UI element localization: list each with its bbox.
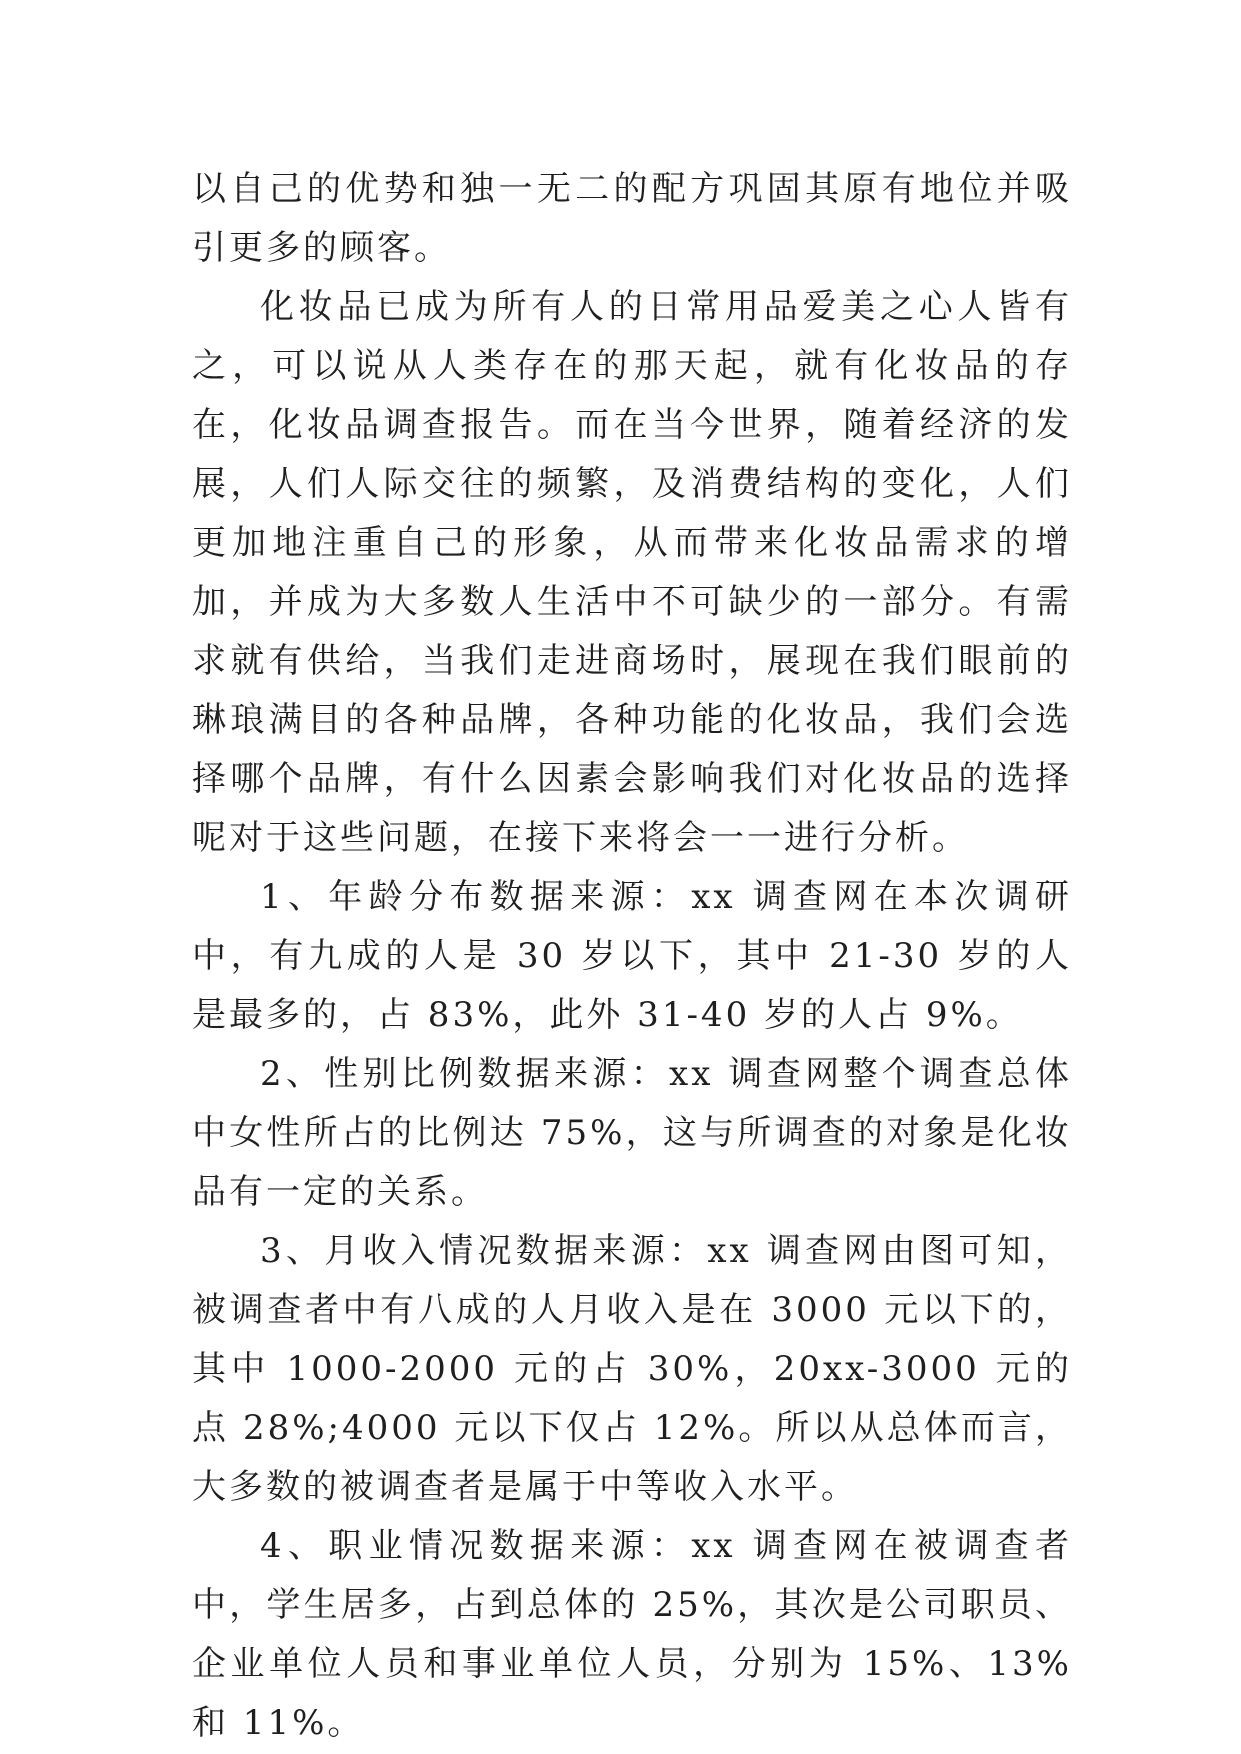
paragraph-continuation: 以自己的优势和独一无二的配方巩固其原有地位并吸引更多的顾客。 (192, 169, 1072, 268)
document-body (192, 160, 1072, 1753)
paragraph-age-distribution: 1、年龄分布数据来源：xx 调查网在本次调研中，有九成的人是 30 岁以下，其中 21-30 岁的人是最多的，占 83%，此外 31-40 岁的人占 9%。 (192, 877, 1072, 1035)
paragraph-monthly-income: 3、月收入情况数据来源：xx 调查网由图可知，被调查者中有八成的人月收入是在 3000 元以下的，其中 1000-2000 元的占 30%，20xx-3000 元的点 28%;4000 元以下仅占 12%。所以从总体而言，大多数的被调查者是属于中等收入水平。 (192, 1231, 1072, 1507)
paragraph-gender-ratio: 2、性别比例数据来源：xx 调查网整个调查总体中女性所占的比例达 75%，这与所调查的对象是化妆品有一定的关系。 (192, 1054, 1072, 1212)
paragraph-occupation: 4、职业情况数据来源：xx 调查网在被调查者中，学生居多，占到总体的 25%，其次是公司职员、企业单位人员和事业单位人员，分别为 15%、13%和 11%。 (192, 1526, 1072, 1743)
paragraph-introduction: 化妆品已成为所有人的日常用品爱美之心人皆有之，可以说从人类存在的那天起，就有化妆品的存在，化妆品调查报告。而在当今世界，随着经济的发展，人们人际交往的频繁，及消费结构的变化，人们更加地注重自己的形象，从而带来化妆品需求的增加，并成为大多数人生活中不可缺少的一部分。有需求就有供给，当我们走进商场时，展现在我们眼前的琳琅满目的各种品牌，各种功能的化妆品，我们会选择哪个品牌，有什么因素会影响我们对化妆品的选择呢对于这些问题，在接下来将会一一进行分析。 (192, 287, 1072, 858)
